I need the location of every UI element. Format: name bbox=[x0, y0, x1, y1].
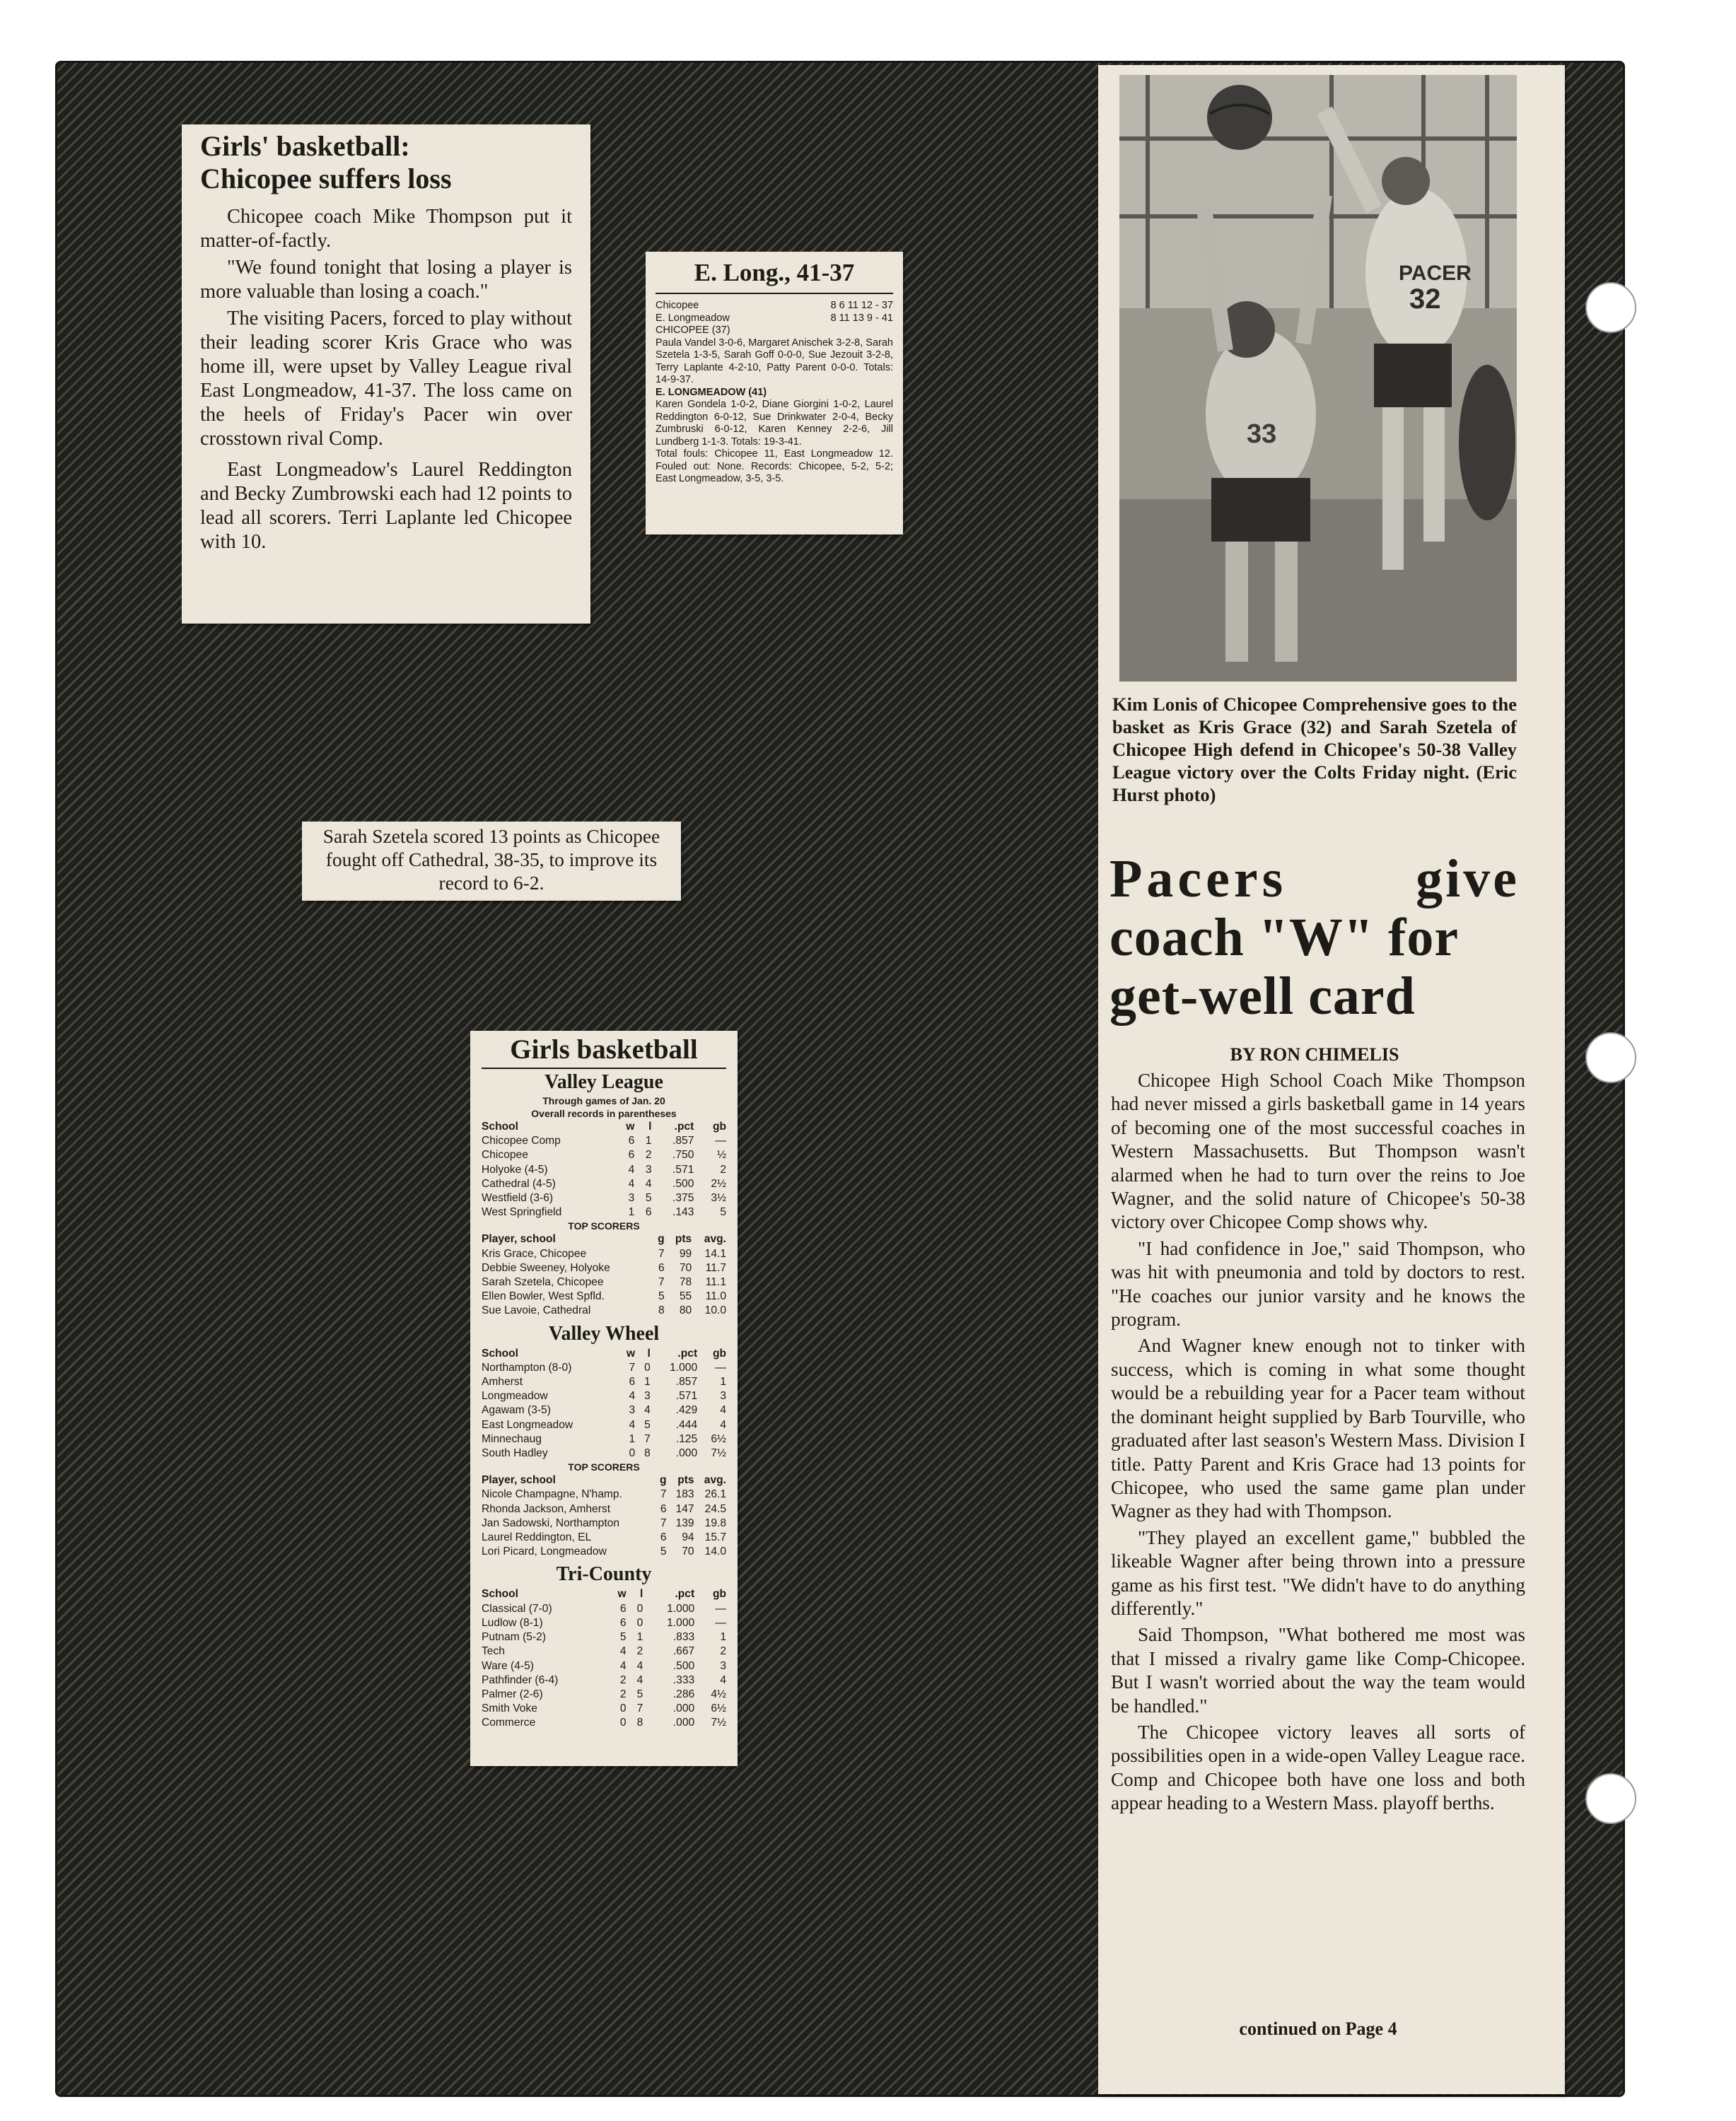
table-cell: Classical (7-0) bbox=[482, 1602, 552, 1615]
scorer-row bbox=[482, 1545, 726, 1559]
clipping-box-score bbox=[646, 252, 903, 534]
table-cell: 70 bbox=[682, 1546, 694, 1558]
valley-league-heading: Valley League bbox=[544, 1071, 663, 1093]
scorer-row bbox=[482, 1290, 726, 1304]
table-cell: 139 bbox=[675, 1517, 694, 1529]
column-header: gb bbox=[712, 1347, 726, 1360]
table-cell: Minnechaug bbox=[482, 1432, 542, 1445]
team-heading: E. LONGMEADOW (41) bbox=[656, 386, 767, 398]
table-cell: ½ bbox=[716, 1149, 726, 1162]
table-cell: Jan Sadowski, Northampton bbox=[482, 1517, 620, 1529]
standings-row bbox=[482, 1375, 726, 1389]
clipping-headline bbox=[200, 130, 572, 195]
table-cell: 6 bbox=[619, 1602, 627, 1615]
column-header: l bbox=[647, 1347, 651, 1360]
table-cell: 183 bbox=[675, 1488, 694, 1501]
column-header: avg. bbox=[704, 1233, 726, 1246]
table-cell: 26.1 bbox=[704, 1488, 726, 1501]
table-cell: 6 bbox=[628, 1135, 635, 1147]
table-cell: .571 bbox=[672, 1163, 694, 1176]
table-cell: Holyoke (4-5) bbox=[482, 1163, 548, 1176]
standings-row bbox=[482, 1403, 726, 1418]
column-header: School bbox=[482, 1588, 518, 1601]
table-cell: Rhonda Jackson, Amherst bbox=[482, 1502, 611, 1515]
standings-row bbox=[482, 1644, 726, 1659]
table-cell: 0 bbox=[619, 1702, 627, 1715]
table-cell: 4 bbox=[628, 1177, 635, 1190]
table-cell: 8 bbox=[658, 1304, 665, 1317]
clipping-pacers-article bbox=[1098, 65, 1565, 2094]
table-cell: — bbox=[715, 1361, 726, 1374]
table-cell: 7 bbox=[658, 1247, 665, 1260]
table-cell: .375 bbox=[672, 1192, 694, 1205]
table-cell: Ware (4-5) bbox=[482, 1659, 534, 1672]
table-cell: 4 bbox=[629, 1390, 636, 1403]
table-cell: 4 bbox=[619, 1645, 627, 1658]
table-cell: .429 bbox=[675, 1404, 698, 1417]
standings-row bbox=[482, 1688, 726, 1702]
team-name: Chicopee bbox=[656, 300, 699, 311]
table-cell: 7½ bbox=[711, 1717, 726, 1729]
table-cell: .833 bbox=[672, 1631, 695, 1644]
article-paragraph: Chicopee coach Mike Thompson put it matter-of-factly. bbox=[200, 206, 572, 252]
table-cell: 3 bbox=[629, 1404, 636, 1417]
table-cell: 6 bbox=[660, 1502, 667, 1515]
table-cell: 10.0 bbox=[704, 1304, 726, 1317]
table-cell: Longmeadow bbox=[482, 1390, 548, 1403]
standings-row bbox=[482, 1418, 726, 1432]
table-cell: 7 bbox=[644, 1432, 651, 1445]
table-cell: 0 bbox=[629, 1447, 636, 1460]
headline-word: Pacers bbox=[1109, 849, 1288, 908]
table-cell: 3½ bbox=[711, 1192, 726, 1205]
table-cell: Agawam (3-5) bbox=[482, 1404, 551, 1417]
table-cell: .667 bbox=[672, 1645, 695, 1658]
table-cell: 70 bbox=[679, 1261, 692, 1274]
table-cell: .444 bbox=[675, 1418, 698, 1431]
table-cell: 1 bbox=[720, 1631, 726, 1644]
clipping-standings bbox=[470, 1031, 738, 1766]
table-cell: — bbox=[715, 1135, 726, 1147]
table-cell: 11.0 bbox=[705, 1290, 726, 1303]
standings-title: Girls basketball bbox=[510, 1034, 698, 1065]
table-cell: Amherst bbox=[482, 1376, 523, 1389]
column-header: w bbox=[626, 1121, 635, 1133]
standings-row bbox=[482, 1702, 726, 1716]
table-cell: 6½ bbox=[711, 1702, 726, 1715]
table-cell: 4 bbox=[636, 1659, 643, 1672]
table-cell: 14.1 bbox=[704, 1247, 726, 1260]
column-header: w bbox=[627, 1347, 636, 1360]
table-cell: Ellen Bowler, West Spfld. bbox=[482, 1290, 605, 1303]
table-cell: 3 bbox=[720, 1390, 726, 1403]
table-cell: 5 bbox=[645, 1192, 652, 1205]
table-cell: 1 bbox=[629, 1432, 636, 1445]
clipping-szetela-note bbox=[302, 822, 681, 901]
table-cell: Tech bbox=[482, 1645, 505, 1658]
quarter-scores: 8 11 13 9 - 41 bbox=[830, 312, 893, 324]
table-cell: 6 bbox=[619, 1616, 627, 1629]
column-header: pts bbox=[675, 1233, 692, 1246]
standings-row bbox=[482, 1191, 726, 1205]
tri-county-table bbox=[482, 1587, 726, 1730]
table-cell: 7 bbox=[660, 1488, 667, 1501]
continued-note: continued on Page 4 bbox=[1239, 2018, 1397, 2039]
table-cell: 7 bbox=[658, 1276, 665, 1289]
table-cell: Lori Picard, Longmeadow bbox=[482, 1546, 607, 1558]
jersey-number-33: 33 bbox=[1247, 419, 1277, 449]
table-cell: .571 bbox=[675, 1390, 698, 1403]
column-header: w bbox=[617, 1588, 627, 1601]
byline: BY RON CHIMELIS bbox=[1230, 1044, 1399, 1065]
table-cell: 1 bbox=[636, 1631, 643, 1644]
table-cell: 4 bbox=[629, 1418, 636, 1431]
table-header-row bbox=[482, 1347, 726, 1361]
table-cell: 6 bbox=[660, 1531, 667, 1544]
team-heading: CHICOPEE (37) bbox=[656, 325, 730, 336]
table-cell: Chicopee Comp bbox=[482, 1135, 561, 1147]
table-cell: 6 bbox=[645, 1206, 652, 1219]
column-header: .pct bbox=[674, 1121, 694, 1133]
table-cell: 11.7 bbox=[705, 1261, 726, 1274]
table-cell: .000 bbox=[672, 1702, 695, 1715]
table-header-row bbox=[482, 1120, 726, 1134]
standings-subhead: Overall records in parentheses bbox=[531, 1108, 677, 1119]
photo-caption: Kim Lonis of Chicopee Comprehensive goes to the basket as Kris Grace (32) and Sarah Szetela of Chicopee High defend in Chicopee's 50-38 Valley League victory over the Colts Friday night. (Eric Hurst photo) bbox=[1112, 694, 1517, 805]
table-cell: .857 bbox=[675, 1376, 698, 1389]
headline-line-1: Girls' basketball: bbox=[200, 130, 410, 162]
table-cell: 24.5 bbox=[704, 1502, 726, 1515]
table-cell: 80 bbox=[679, 1304, 692, 1317]
column-header: gb bbox=[712, 1121, 726, 1133]
table-cell: 147 bbox=[675, 1502, 694, 1515]
headline-line-3: get-well card bbox=[1109, 966, 1416, 1026]
table-cell: 14.0 bbox=[704, 1546, 726, 1558]
table-cell: Laurel Reddington, EL bbox=[482, 1531, 592, 1544]
table-cell: 4 bbox=[619, 1659, 627, 1672]
table-cell: .125 bbox=[675, 1432, 698, 1445]
table-cell: 4 bbox=[645, 1177, 652, 1190]
table-cell: 5 bbox=[720, 1206, 726, 1219]
article-paragraph: "I had confidence in Joe," said Thompson, who was hit with pneumonia and told by doctors to rest. "He coaches our junior varsity and he knows the program. bbox=[1111, 1237, 1525, 1331]
article-paragraph: And Wagner knew enough not to tinker with success, which is coming in what some thought would be a rebuilding year for a Pacer team without the dominant height supplied by Barb Tourville, who graduated after last season's Western Mass. Division I title. Patty Parent and Kris Grace had 13 points for Chicopee, who used the same game plan under Wagner as they had with Thompson. bbox=[1111, 1335, 1525, 1522]
table-cell: 4 bbox=[628, 1163, 635, 1176]
table-cell: 7 bbox=[660, 1517, 667, 1529]
top-scorers-heading: TOP SCORERS bbox=[568, 1220, 640, 1232]
table-header-row bbox=[482, 1232, 726, 1246]
scorer-row bbox=[482, 1531, 726, 1545]
standings-row bbox=[482, 1389, 726, 1403]
table-cell: 4 bbox=[636, 1673, 643, 1686]
table-cell: 5 bbox=[619, 1631, 627, 1644]
binder-hole-middle bbox=[1585, 1032, 1636, 1083]
scorer-row bbox=[482, 1247, 726, 1261]
table-cell: 1 bbox=[644, 1376, 651, 1389]
player-stats: Karen Gondela 1-0-2, Diane Giorgini 1-0-2, Laurel Reddington 6-0-12, Sue Drinkwater 2-0-4, Becky Zumbruski 6-0-12, Karen Kenney 2-2-6, Jill Lundberg 1-1-3. Totals: 19-3-41. bbox=[656, 399, 893, 448]
table-cell: Ludlow (8-1) bbox=[482, 1616, 543, 1629]
article-paragraph: Said Thompson, "What bothered me most was that I missed a rivalry game like Comp-Chicopee. But I wasn't worried about the way the team would be handled." bbox=[1111, 1624, 1525, 1717]
table-cell: .857 bbox=[672, 1135, 694, 1147]
table-cell: 0 bbox=[636, 1616, 643, 1629]
standings-row bbox=[482, 1673, 726, 1688]
table-cell: Cathedral (4-5) bbox=[482, 1177, 556, 1190]
table-cell: 99 bbox=[679, 1247, 692, 1260]
table-cell: 2½ bbox=[711, 1177, 726, 1190]
scorer-row bbox=[482, 1488, 726, 1502]
article-paragraph: The Chicopee victory leaves all sorts of possibilities open in a wide-open Valley League race. Comp and Chicopee both have one loss and both appear heading to a Western Mass. playoff berths. bbox=[1111, 1721, 1525, 1814]
table-cell: West Springfield bbox=[482, 1206, 562, 1219]
table-cell: .750 bbox=[672, 1149, 694, 1162]
table-cell: 6 bbox=[628, 1149, 635, 1162]
table-cell: Sue Lavoie, Cathedral bbox=[482, 1304, 591, 1317]
table-cell: 4 bbox=[720, 1673, 726, 1686]
jersey-number-32: 32 bbox=[1409, 284, 1441, 315]
column-header: l bbox=[648, 1121, 652, 1133]
quarter-line bbox=[656, 300, 893, 312]
table-header-row bbox=[482, 1587, 726, 1601]
table-cell: 78 bbox=[679, 1276, 692, 1289]
column-header: g bbox=[660, 1474, 667, 1487]
column-header: School bbox=[482, 1121, 518, 1133]
table-cell: .143 bbox=[672, 1206, 694, 1219]
table-cell: .500 bbox=[672, 1659, 695, 1672]
tri-county-heading: Tri-County bbox=[556, 1563, 652, 1586]
table-cell: Putnam (5-2) bbox=[482, 1631, 546, 1644]
table-cell: .286 bbox=[672, 1688, 695, 1700]
clipping-chicopee-suffers-loss bbox=[182, 124, 590, 624]
table-cell: 1 bbox=[720, 1376, 726, 1389]
table-cell: 1 bbox=[645, 1135, 652, 1147]
table-cell: 1.000 bbox=[667, 1616, 695, 1629]
table-cell: 4 bbox=[720, 1404, 726, 1417]
standings-row bbox=[482, 1659, 726, 1673]
table-cell: 3 bbox=[628, 1192, 635, 1205]
column-header: School bbox=[482, 1347, 518, 1360]
game-photo bbox=[1119, 75, 1517, 682]
table-cell: 6½ bbox=[711, 1432, 726, 1445]
scorer-row bbox=[482, 1261, 726, 1275]
column-header: gb bbox=[712, 1588, 726, 1601]
box-score-body bbox=[656, 300, 893, 486]
table-cell: 3 bbox=[645, 1163, 652, 1176]
note-text: Sarah Szetela scored 13 points as Chicopee fought off Cathedral, 38-35, to improve its record to 6-2. bbox=[322, 825, 660, 894]
jersey-text-pacer: PACER bbox=[1399, 262, 1472, 285]
article-body bbox=[1111, 1069, 1525, 1818]
article-paragraph: "They played an excellent game," bubbled the likeable Wagner after being thrown into a pressure game as his first test. "We didn't have to do anything differently." bbox=[1111, 1526, 1525, 1619]
headline-line-1 bbox=[1109, 850, 1520, 908]
table-cell: 2 bbox=[619, 1688, 627, 1700]
standings-row bbox=[482, 1432, 726, 1447]
box-score-headline: E. Long., 41-37 bbox=[694, 259, 855, 286]
table-cell: 1.000 bbox=[670, 1361, 698, 1374]
team-name: E. Longmeadow bbox=[656, 312, 730, 324]
table-cell: — bbox=[715, 1616, 726, 1629]
table-cell: 5 bbox=[644, 1418, 651, 1431]
article-headline bbox=[1109, 850, 1520, 1026]
standings-row bbox=[482, 1447, 726, 1461]
table-cell: 55 bbox=[679, 1290, 692, 1303]
standings-row bbox=[482, 1148, 726, 1162]
table-cell: 2 bbox=[619, 1673, 627, 1686]
player-stats: Paula Vandel 3-0-6, Margaret Anischek 3-2-8, Sarah Szetela 1-3-5, Sarah Goff 0-0-0, Sue Jezouit 3-2-8, Terry Laplante 4-2-10, Patty Parent 0-0-0. Totals: 14-9-37. bbox=[656, 337, 893, 385]
table-cell: 7½ bbox=[711, 1447, 726, 1460]
table-cell: Kris Grace, Chicopee bbox=[482, 1247, 587, 1260]
table-cell: 3 bbox=[644, 1390, 651, 1403]
table-cell: South Hadley bbox=[482, 1447, 548, 1460]
table-cell: Chicopee bbox=[482, 1149, 528, 1162]
table-cell: 3 bbox=[720, 1659, 726, 1672]
quarter-line bbox=[656, 312, 893, 325]
headline-line-2: Chicopee suffers loss bbox=[200, 163, 452, 194]
table-cell: 0 bbox=[636, 1602, 643, 1615]
headline-line-2: coach "W" for bbox=[1109, 908, 1460, 967]
table-cell: 11.1 bbox=[705, 1276, 726, 1289]
table-cell: 5 bbox=[658, 1290, 665, 1303]
valley-wheel-heading: Valley Wheel bbox=[548, 1322, 660, 1345]
table-cell: 1.000 bbox=[667, 1602, 695, 1615]
top-scorers-heading: TOP SCORERS bbox=[568, 1461, 640, 1473]
table-cell: East Longmeadow bbox=[482, 1418, 573, 1431]
article-paragraph: East Longmeadow's Laurel Reddington and Becky Zumbrowski each had 12 points to lead all scorers. Terri Laplante led Chicopee with 10. bbox=[200, 459, 572, 553]
fouls-records: Total fouls: Chicopee 11, East Longmeadow 12. Fouled out: None. Records: Chicopee, 5-2, 5-2; East Longmeadow, 3-5, 3-5. bbox=[656, 448, 893, 484]
table-cell: 0 bbox=[619, 1717, 627, 1729]
scorer-row bbox=[482, 1502, 726, 1517]
table-cell: 2 bbox=[636, 1645, 643, 1658]
table-cell: 2 bbox=[720, 1163, 726, 1176]
standings-row bbox=[482, 1134, 726, 1148]
valley-wheel-table bbox=[482, 1347, 726, 1461]
table-cell: Palmer (2-6) bbox=[482, 1688, 543, 1700]
table-cell: Nicole Champagne, N'hamp. bbox=[482, 1488, 622, 1501]
table-cell: Smith Voke bbox=[482, 1702, 537, 1715]
column-header: avg. bbox=[704, 1474, 726, 1487]
table-cell: 0 bbox=[644, 1361, 651, 1374]
table-cell: Westfield (3-6) bbox=[482, 1192, 554, 1205]
table-cell: 94 bbox=[682, 1531, 694, 1544]
table-cell: .333 bbox=[672, 1673, 695, 1686]
article-paragraph: The visiting Pacers, forced to play without their leading scorer Kris Grace who was home ill, were upset by Valley League rival East Longmeadow, 41-37. The loss came on the heels of Friday's Pacer win over crosstown rival Comp. bbox=[200, 308, 572, 450]
column-header: Player, school bbox=[482, 1233, 556, 1246]
table-cell: .000 bbox=[675, 1447, 698, 1460]
table-cell: 8 bbox=[644, 1447, 651, 1460]
table-cell: .500 bbox=[672, 1177, 694, 1190]
column-header: l bbox=[640, 1588, 643, 1601]
table-cell: 2 bbox=[720, 1645, 726, 1658]
scorer-row bbox=[482, 1517, 726, 1531]
valley-league-scorers-table bbox=[482, 1232, 726, 1318]
table-cell: 2 bbox=[645, 1149, 652, 1162]
table-cell: 1 bbox=[628, 1206, 635, 1219]
table-cell: 5 bbox=[660, 1546, 667, 1558]
table-cell: 6 bbox=[629, 1376, 636, 1389]
table-cell: 7 bbox=[629, 1361, 636, 1374]
table-cell: 4½ bbox=[711, 1688, 726, 1700]
quarter-scores: 8 6 11 12 - 37 bbox=[830, 300, 893, 311]
headline-word: give bbox=[1416, 849, 1520, 908]
standings-subhead: Through games of Jan. 20 bbox=[542, 1095, 665, 1106]
table-cell: 4 bbox=[644, 1404, 651, 1417]
standings-row bbox=[482, 1361, 726, 1375]
standings-row bbox=[482, 1716, 726, 1730]
table-cell: 15.7 bbox=[704, 1531, 726, 1544]
table-cell: 19.8 bbox=[704, 1517, 726, 1529]
table-cell: 5 bbox=[636, 1688, 643, 1700]
table-cell: Commerce bbox=[482, 1717, 536, 1729]
table-cell: .000 bbox=[672, 1717, 695, 1729]
binder-hole-top bbox=[1585, 282, 1636, 333]
table-cell: Pathfinder (6-4) bbox=[482, 1673, 559, 1686]
column-header: .pct bbox=[677, 1347, 698, 1360]
table-cell: Northampton (8-0) bbox=[482, 1361, 572, 1374]
table-cell: — bbox=[715, 1602, 726, 1615]
table-cell: 4 bbox=[720, 1418, 726, 1431]
scorer-row bbox=[482, 1304, 726, 1318]
table-cell: Debbie Sweeney, Holyoke bbox=[482, 1261, 610, 1274]
column-header: .pct bbox=[675, 1588, 695, 1601]
table-cell: 6 bbox=[658, 1261, 665, 1274]
scorer-row bbox=[482, 1275, 726, 1290]
standings-row bbox=[482, 1630, 726, 1644]
column-header: g bbox=[658, 1233, 665, 1246]
table-cell: Sarah Szetela, Chicopee bbox=[482, 1276, 604, 1289]
standings-row bbox=[482, 1163, 726, 1177]
binder-hole-bottom bbox=[1585, 1773, 1636, 1824]
table-cell: 8 bbox=[636, 1717, 643, 1729]
valley-wheel-scorers-table bbox=[482, 1473, 726, 1559]
article-body bbox=[200, 205, 572, 554]
article-paragraph: Chicopee High School Coach Mike Thompson had never missed a girls basketball game in 14 years of becoming one of the most successful coaches in Western Massachusetts. But Thompson wasn't alarmed when he had to turn over the reins to Joe Wagner, and the solid nature of Chicopee's 50-38 victory over Chicopee Comp shows why. bbox=[1111, 1070, 1525, 1233]
article-paragraph: "We found tonight that losing a player is more valuable than losing a coach." bbox=[200, 257, 572, 303]
valley-league-table bbox=[482, 1120, 726, 1220]
basketball-photo-illustration bbox=[1119, 75, 1517, 682]
standings-row bbox=[482, 1177, 726, 1191]
table-header-row bbox=[482, 1473, 726, 1488]
column-header: pts bbox=[677, 1474, 694, 1487]
standings-row bbox=[482, 1205, 726, 1220]
standings-row bbox=[482, 1602, 726, 1616]
table-cell: 7 bbox=[636, 1702, 643, 1715]
standings-row bbox=[482, 1616, 726, 1630]
column-header: Player, school bbox=[482, 1474, 556, 1487]
